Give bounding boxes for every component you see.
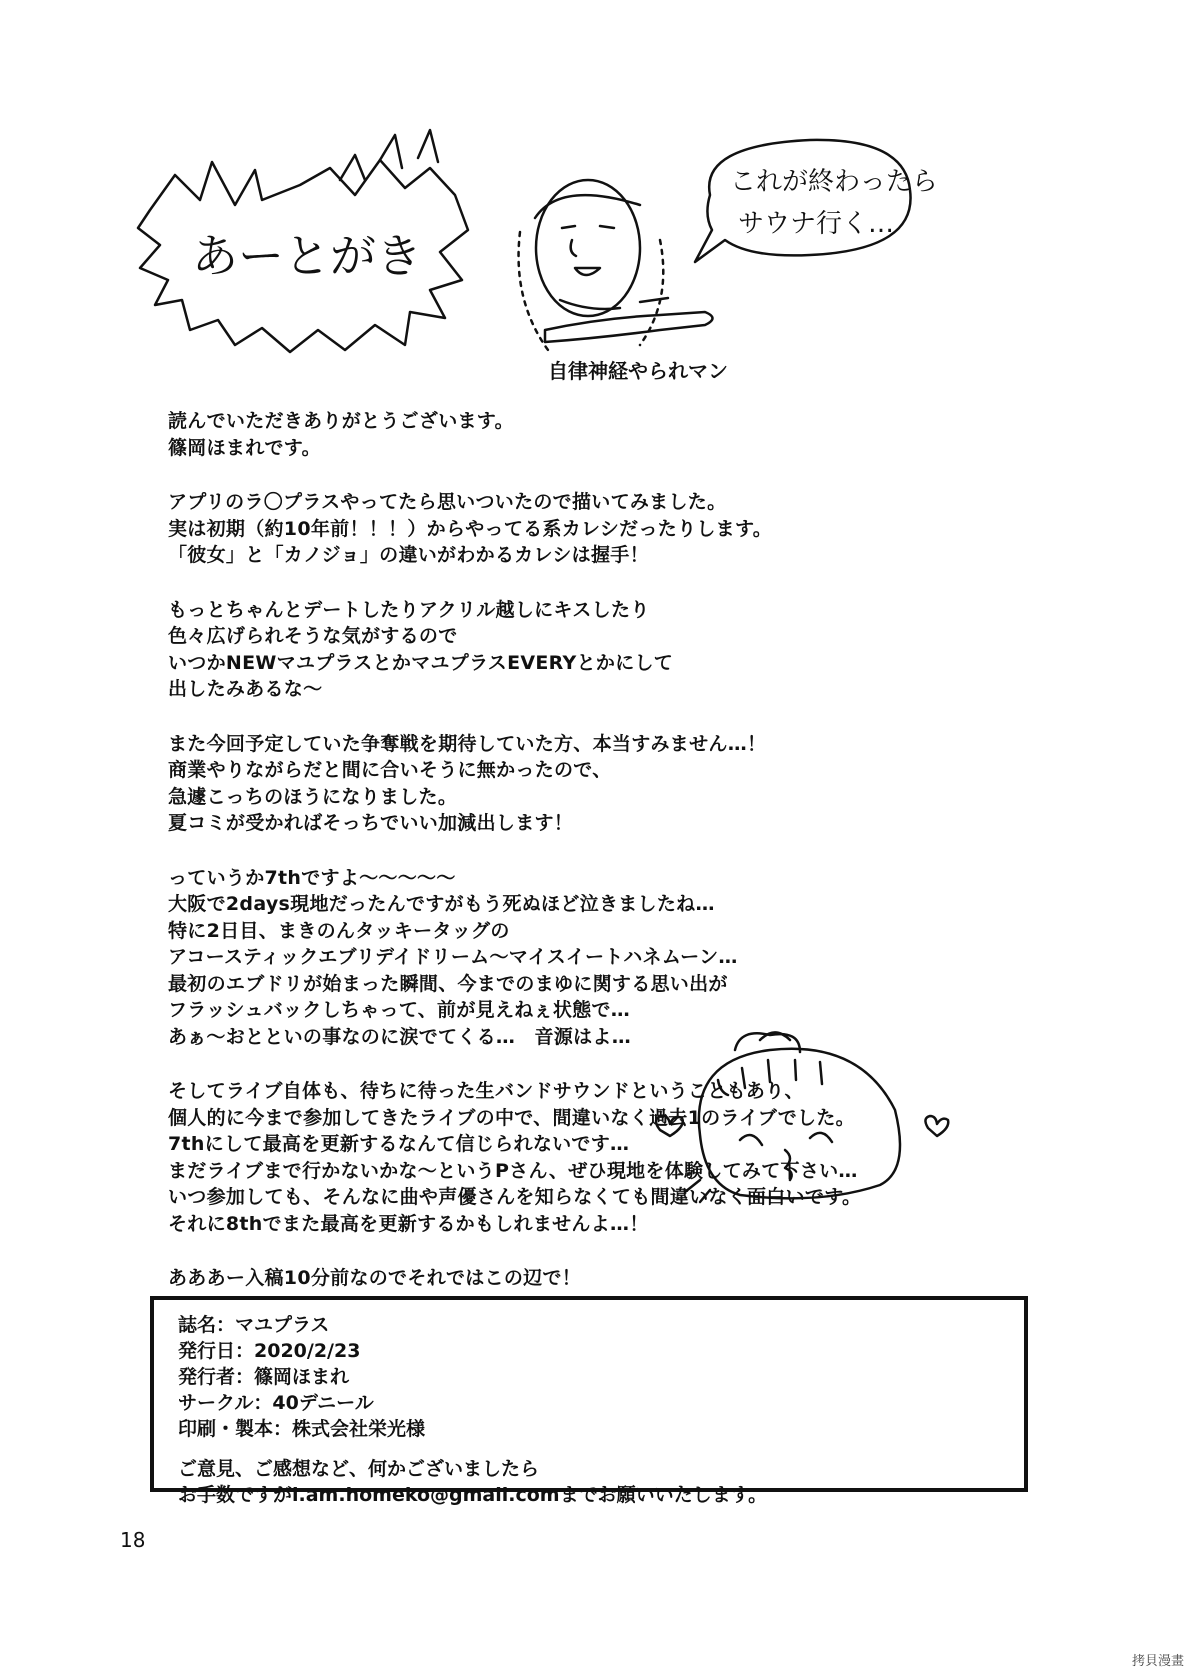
- paragraph: [168, 731, 1068, 837]
- colophon-contact-line2: お手数ですがi.am.homeko@gmail.comまでお願いいたします。: [178, 1484, 768, 1506]
- paragraph: [168, 1078, 1068, 1237]
- afterword-text: [168, 408, 1068, 1320]
- colophon-printer: 印刷・製本：株式会社栄光様: [178, 1418, 426, 1440]
- text-line: アプリのラ〇プラスやってたら思いついたので描いてみました。: [168, 491, 727, 513]
- speech-text-line1: これが終わったら: [730, 167, 938, 197]
- speech-text-line2: サウナ行く…: [738, 209, 895, 239]
- text-line: まだライブまで行かないかな〜というPさん、ぜひ現地を体験してみて下さい…: [168, 1159, 858, 1182]
- text-line: 個人的に今まで参加してきたライブの中で、間違いなく過去1のライブでした。: [168, 1106, 855, 1129]
- text-line: 実は初期（約10年前！！！）からやってる系カレシだったりします。: [168, 517, 773, 540]
- paragraph: [168, 1265, 1068, 1292]
- character-body: [545, 312, 713, 342]
- text-line: フラッシュバックしちゃって、前が見えねぇ状態で…: [168, 999, 631, 1021]
- text-line: また今回予定していた争奪戦を期待していた方、本当すみません…！: [168, 732, 767, 755]
- spacer: [178, 1442, 1000, 1456]
- text-line: 最初のエブドリが始まった瞬間、今までのまゆに関する思い出が: [168, 972, 728, 995]
- speech-bubble: [695, 140, 911, 262]
- text-line: そしてライブ自体も、待ちに待った生バンドサウンドということもあり、: [168, 1080, 804, 1102]
- text-line: 読んでいただきありがとうございます。: [168, 410, 514, 432]
- colophon-date: 発行日：2020/2/23: [178, 1340, 361, 1362]
- text-line: 急遽こっちのほうになりました。: [168, 785, 458, 808]
- text-line: 7thにして最高を更新するなんて信じられないです…: [168, 1133, 630, 1155]
- colophon-box: [150, 1296, 1028, 1506]
- paragraph: [168, 865, 1068, 1051]
- text-line: 篠岡ほまれです。: [168, 436, 321, 459]
- paragraph: [168, 597, 1068, 703]
- text-line: あぁ〜おとといの事なのに涙でてくる… 音源はよ…: [168, 1025, 632, 1048]
- colophon-circle: サークル：40デニール: [178, 1392, 374, 1414]
- text-line: 出したみあるな〜: [168, 678, 323, 700]
- text-line: 色々広げられそうな気がするので: [168, 625, 458, 647]
- shout-text: あーとがき: [192, 229, 422, 283]
- text-line: もっとちゃんとデートしたりアクリル越しにキスしたり: [168, 598, 650, 621]
- text-line: それに8thでまた最高を更新するかもしれませんよ…！: [168, 1212, 649, 1235]
- paragraph: [168, 489, 1068, 569]
- colophon-contact-line1: ご意見、ご感想など、何かございましたら: [178, 1458, 540, 1480]
- text-line: っていうか7thですよ〜〜〜〜〜: [168, 866, 456, 889]
- colophon-title: 誌名：マユプラス: [178, 1314, 330, 1336]
- text-line: 大阪で2days現地だったんですがもう死ぬほど泣きましたね…: [168, 893, 715, 915]
- text-line: あああー入稿10分前なのでそれではこの辺で！: [168, 1267, 582, 1289]
- text-line: アコースティックエブリデイドリーム〜マイスイートハネムーン…: [168, 946, 738, 968]
- paragraph: [168, 408, 1068, 461]
- watermark: 拷貝漫畫: [1131, 1654, 1184, 1669]
- text-line: 「彼女」と「カノジョ」の違いがわかるカレシは握手！: [168, 544, 649, 566]
- character-caption: 自律神経やられマン: [548, 359, 728, 383]
- page-number: 18: [120, 1528, 146, 1552]
- text-line: いつかNEWマユプラスとかマユプラスEVERYとかにして: [168, 651, 674, 674]
- colophon-publisher: 発行者：篠岡ほまれ: [178, 1366, 350, 1388]
- text-line: 特に2日目、まきのんタッキータッグの: [168, 919, 510, 942]
- text-line: いつ参加しても、そんなに曲や声優さんを知らなくても間違いなく面白いです。: [168, 1186, 862, 1208]
- text-line: 夏コミが受かればそっちでいい加減出します！: [168, 812, 574, 834]
- text-line: 商業やりながらだと間に合いそうに無かったので、: [168, 759, 612, 781]
